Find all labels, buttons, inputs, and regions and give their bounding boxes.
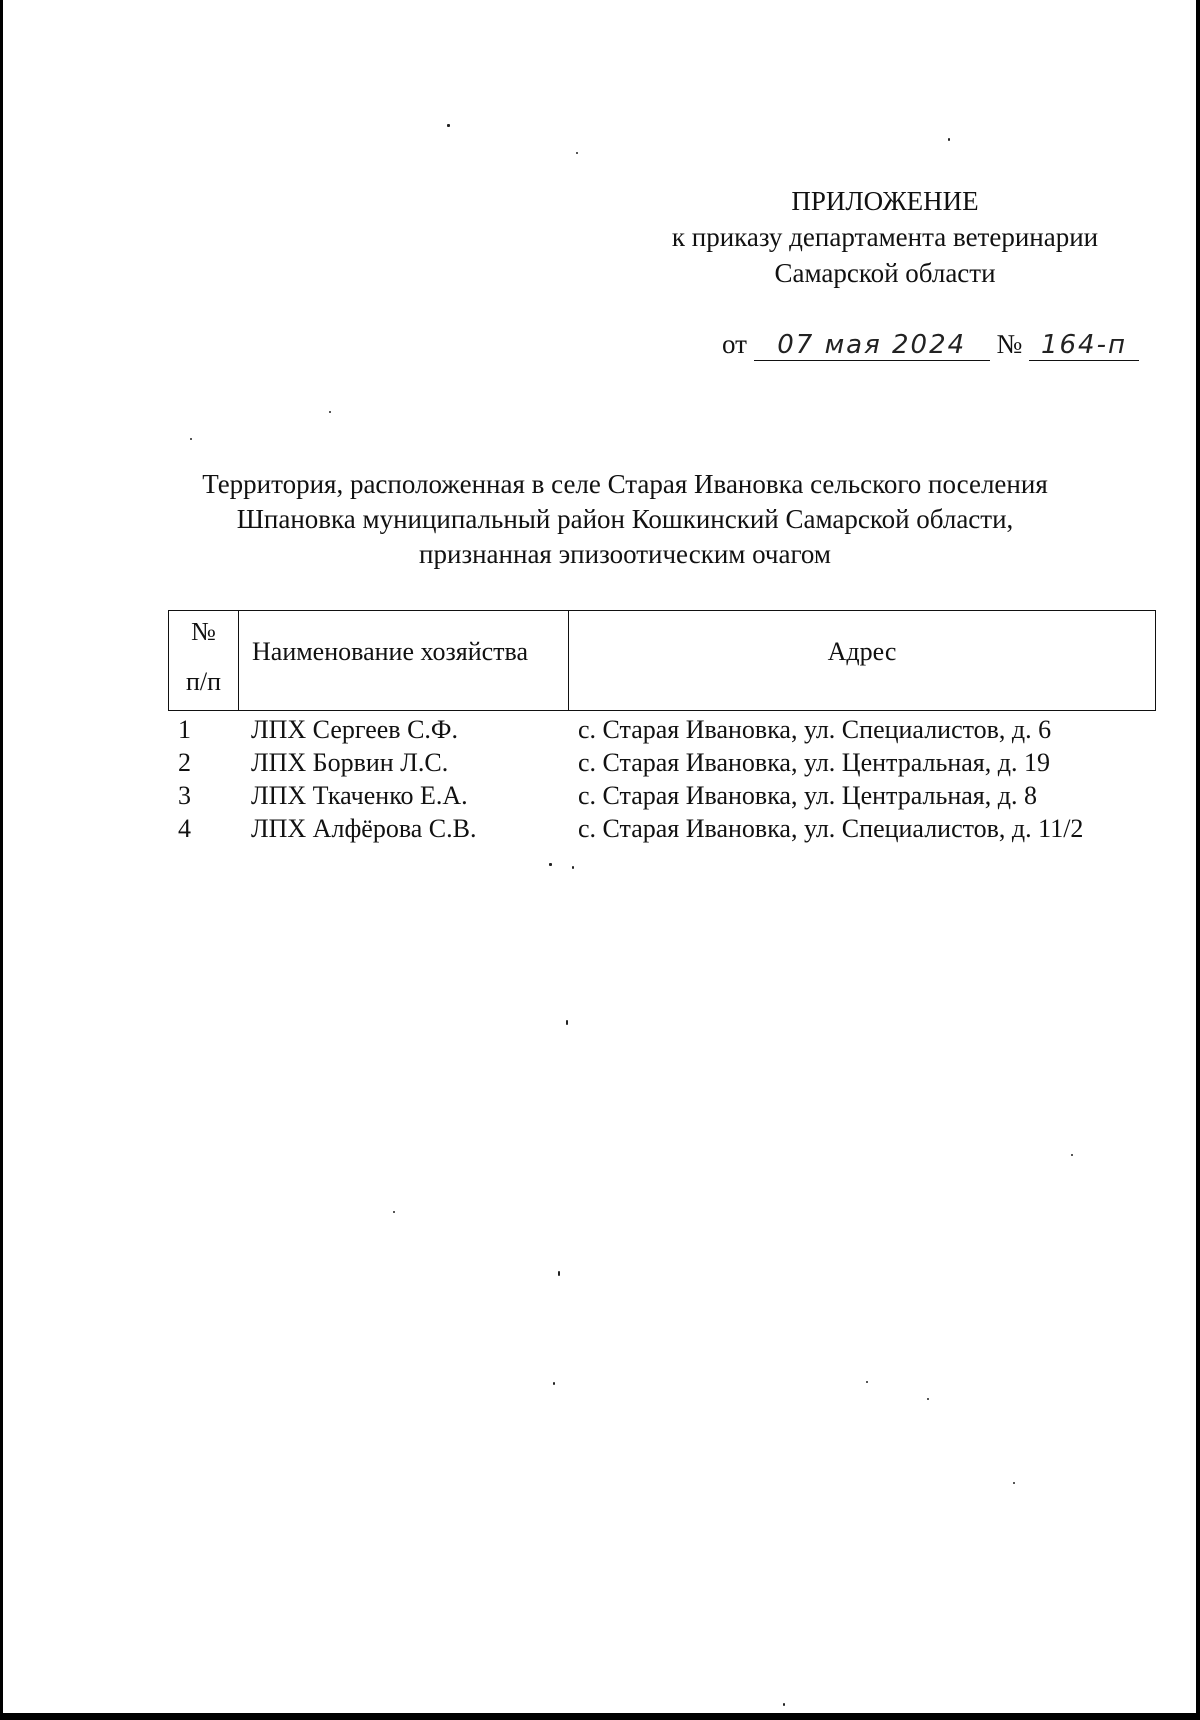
row-address: с. Старая Ивановка, ул. Центральная, д. 8	[578, 781, 1037, 810]
scan-border-right	[1196, 0, 1200, 1720]
order-number-handwritten: 164-п	[1029, 330, 1139, 361]
header-farm-name: Наименование хозяйства	[239, 611, 569, 710]
appendix-order-reference: к приказу департамента ветеринарии	[671, 222, 1099, 252]
document-title	[160, 467, 1090, 572]
table-row	[168, 814, 1156, 847]
row-address: с. Старая Ивановка, ул. Специалистов, д. 6	[578, 715, 1052, 744]
title-line-2: Шпановка муниципальный район Кошкинский Самарской области,	[236, 504, 1014, 534]
header-number-pp: п/п	[185, 667, 222, 696]
appendix-header	[640, 183, 1130, 291]
table-row	[168, 715, 1156, 748]
row-number: 2	[178, 748, 191, 777]
title-line-1: Территория, расположенная в селе Старая Ивановка сельского поселения	[202, 469, 1048, 499]
header-number-cell	[169, 611, 239, 710]
order-date-number-line	[722, 329, 1139, 361]
table-body	[168, 715, 1156, 847]
row-farm-name: ЛПХ Сергеев С.Ф.	[251, 715, 458, 744]
table-row	[168, 748, 1156, 781]
header-address: Адрес	[827, 637, 897, 666]
scan-border-bottom	[0, 1713, 1200, 1720]
scan-border-left	[0, 0, 3, 1720]
row-address: с. Старая Ивановка, ул. Центральная, д. 19	[578, 748, 1050, 777]
order-from-label: от	[722, 329, 747, 359]
header-number-sign: №	[191, 617, 216, 646]
table-row	[168, 781, 1156, 814]
row-farm-name: ЛПХ Алфёрова С.В.	[251, 814, 477, 843]
order-date-handwritten: 07 мая 2024	[754, 330, 990, 361]
order-number-label: №	[996, 329, 1023, 359]
row-address: с. Старая Ивановка, ул. Специалистов, д. 11/2	[578, 814, 1084, 843]
row-farm-name: ЛПХ Ткаченко Е.А.	[251, 781, 468, 810]
appendix-region: Самарской области	[774, 258, 996, 288]
appendix-heading: ПРИЛОЖЕНИЕ	[791, 186, 979, 216]
row-number: 3	[178, 781, 191, 810]
title-line-3: признанная эпизоотическим очагом	[419, 539, 831, 569]
table-header	[168, 610, 1156, 711]
row-number: 1	[178, 715, 191, 744]
farms-table	[168, 610, 1156, 847]
row-number: 4	[178, 814, 191, 843]
row-farm-name: ЛПХ Борвин Л.С.	[251, 748, 449, 777]
